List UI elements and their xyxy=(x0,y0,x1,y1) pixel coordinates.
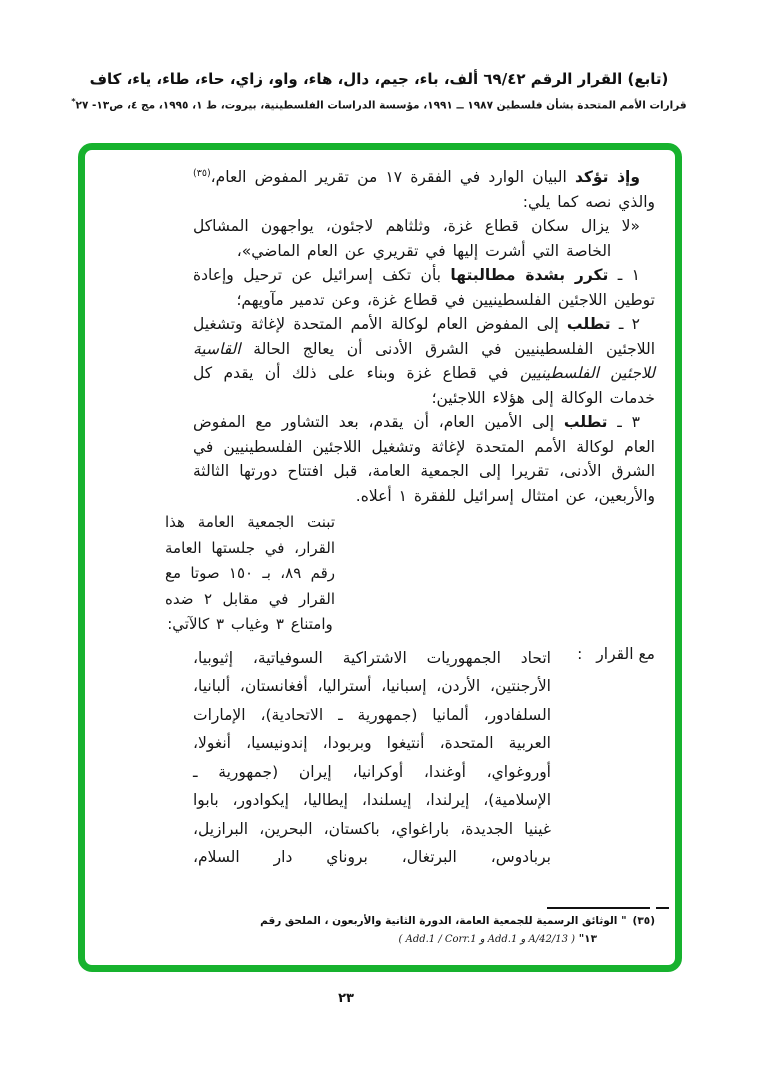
footnote-reference: (٣٥) xyxy=(193,167,211,179)
separator-segment-short xyxy=(656,907,669,909)
page-number: ٢٣ xyxy=(338,991,354,1006)
item-1-text: بأن تكف إسرائيل عن ترحيل وإعادة توطين اللاجئين الفلسطينيين في قطاع غزة، وعن تدمير مآويهم؛ xyxy=(193,266,655,309)
item-1-number: ١ ـ xyxy=(608,266,640,284)
page-header xyxy=(0,70,758,112)
footnote-close-quote: " xyxy=(578,933,585,945)
preamble-lead: وإذ تؤكد xyxy=(574,168,640,186)
item-1-lead: تكرر بشدة مطالبتها xyxy=(450,266,609,284)
footnote-marker: (٣٥) xyxy=(632,915,655,927)
item-3-lead: تطلب xyxy=(563,413,608,431)
adoption-note: تبنت الجمعية العامة هذا القرار، في جلستها العامة رقم ٨٩، بـ ١٥٠ صوتا مع القرار في مقابل ٢ ضده وامتناع ٣ وغياب ٣ كالآتي: xyxy=(165,513,335,633)
item-2-lead: تطلب xyxy=(566,315,611,333)
vote-record xyxy=(85,644,655,872)
footnote-document-symbols: ( A/42/13 و Add.1 و Add.1 / Corr.1 ) xyxy=(398,934,576,945)
paragraph-quote: «لا يزال سكان قطاع غزة، وثلثاهم لاجئون، يواجهون المشاكل الخاصة التي أشرت إليها في تقريري عن العام الماضي»، xyxy=(193,217,640,260)
source-citation-text: قرارات الأمم المتحدة بشأن فلسطين ١٩٨٧ ــ ١٩٩١، مؤسسة الدراسات الفلسطينية، بيروت، ط ١، ١٩٩٥، مج ٤، ص١٣- ٢٧ xyxy=(75,99,687,112)
paragraph-preamble xyxy=(193,165,655,214)
paragraph-item-2 xyxy=(193,312,655,410)
preamble-text-cont: والذي نصه كما يلي: xyxy=(522,192,655,211)
source-citation xyxy=(0,97,758,112)
item-2-number: ٢ ـ xyxy=(610,315,640,333)
citation-asterisk: * xyxy=(71,97,76,106)
item-3-number: ٣ ـ xyxy=(607,413,640,431)
resolution-title: (تابع) القرار الرقم ٦٩/٤٢ ألف، باء، جيم، دال، هاء، واو، زاي، حاء، طاء، ياء، كاف xyxy=(89,70,669,88)
item-2-text-cont: في قطاع غزة وبناء على ذلك أن يقدم كل خدمات الوكالة إلى هؤلاء اللاجئين؛ xyxy=(193,364,655,407)
item-2-italic-text: القاسية للاجئين الفلسطينيين xyxy=(193,339,656,382)
footnote-separator xyxy=(383,907,669,909)
footnote-text: الوثائق الرسمية للجمعية العامة، الدورة الثانية والأربعون ، الملحق رقم xyxy=(260,915,618,927)
countries-in-favour-list: اتحاد الجمهوريات الاشتراكية السوفياتية، إثيوبيا، الأرجنتين، الأردن، إسبانيا، أستراليا، أفغانستان، ألبانيا، السلفادور، ألمانيا (جمهورية ـ الاتحادية)، الإمارات العربية المتحدة، أنتيغوا وبربودا، إندونيسيا، أنغولا، أوروغواي، أوغندا، أوكرانيا، إيران (جمهورية ـ الإسلامية)، إيرلندا، إيسلندا، إيطاليا، إيكوادور، بابوا غينيا الجديدة، باراغواي، باكستان، البحرين، البرازيل، بربادوس، البرتغال، بروناي دار السلام، xyxy=(193,648,551,866)
green-frame xyxy=(78,143,682,972)
item-2-text: إلى المفوض العام لوكالة الأمم المتحدة لإغاثة وتشغيل اللاجئين الفلسطينيين في الشرق الأدنى أن يعالج الحالة xyxy=(193,315,655,358)
footnote-annex-number: ١٣ xyxy=(584,933,597,945)
separator-segment-long xyxy=(547,907,650,909)
vote-label-text: مع القرار xyxy=(596,644,655,663)
paragraph-item-3 xyxy=(193,410,655,508)
main-text-block xyxy=(193,165,655,508)
footnote-open-quote: " xyxy=(621,915,627,927)
footnote-line-2 xyxy=(383,932,597,947)
item-3-text: إلى الأمين العام، أن يقدم، بعد التشاور مع المفوض العام لوكالة الأمم المتحدة لإغاثة وتشغيل اللاجئين الفلسطينيين في الشرق الأدنى، تقريرا إلى الجمعية العامة، قبل افتتاح دورتها الثالثة والأربعين، عن امتثال إسرائيل للفقرة ١ أعلاه. xyxy=(193,413,655,505)
preamble-text: البيان الوارد في الفقرة ١٧ من تقرير المفوض العام، xyxy=(210,168,575,186)
footnote-line-1 xyxy=(260,914,655,929)
paragraph-item-1 xyxy=(193,263,655,312)
vote-label-colon: : xyxy=(577,644,583,663)
vote-label xyxy=(577,645,655,663)
footnote-block xyxy=(260,907,655,947)
frame-content xyxy=(85,150,675,872)
